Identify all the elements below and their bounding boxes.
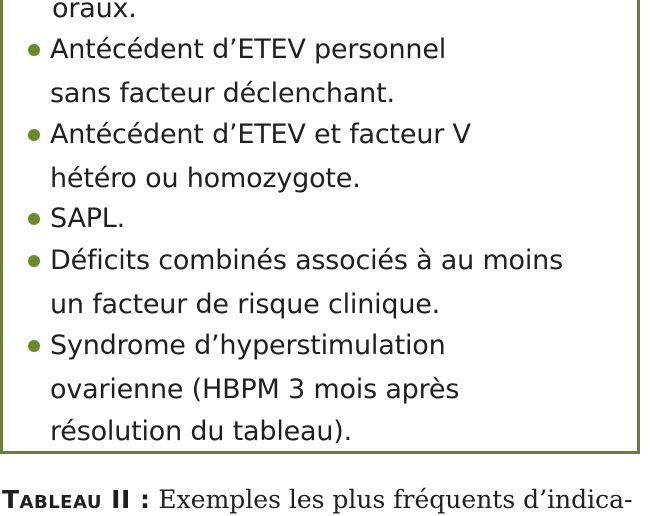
list-item-line: hétéro ou homozygote. bbox=[50, 163, 361, 194]
list-item-line: résolution du tableau). bbox=[50, 416, 353, 447]
list-item-line: Déficits combinés associés à au moins bbox=[50, 245, 563, 276]
bullet-icon bbox=[28, 255, 40, 267]
table-caption bbox=[2, 484, 633, 516]
list-item-line: SAPL. bbox=[50, 203, 126, 234]
list-item-line: Antécédent d’ETEV personnel bbox=[50, 34, 447, 65]
bullet-icon bbox=[28, 340, 40, 352]
list-item-line: un facteur de risque clinique. bbox=[50, 289, 441, 320]
list-item-line: Antécédent d’ETEV et facteur V bbox=[50, 119, 471, 150]
caption-label: Tableau II : bbox=[2, 485, 151, 514]
list-item-continuation: oraux. bbox=[52, 0, 137, 24]
bullet-icon bbox=[28, 129, 40, 141]
list-item-line: ovarienne (HBPM 3 mois après bbox=[50, 374, 460, 405]
bullet-icon bbox=[28, 44, 40, 56]
caption-text: Exemples les plus fréquents d’indica- bbox=[150, 485, 633, 514]
list-item-line: Syndrome d’hyperstimulation bbox=[50, 330, 446, 361]
list-item-line: sans facteur déclenchant. bbox=[50, 78, 395, 109]
bullet-icon bbox=[28, 213, 40, 225]
